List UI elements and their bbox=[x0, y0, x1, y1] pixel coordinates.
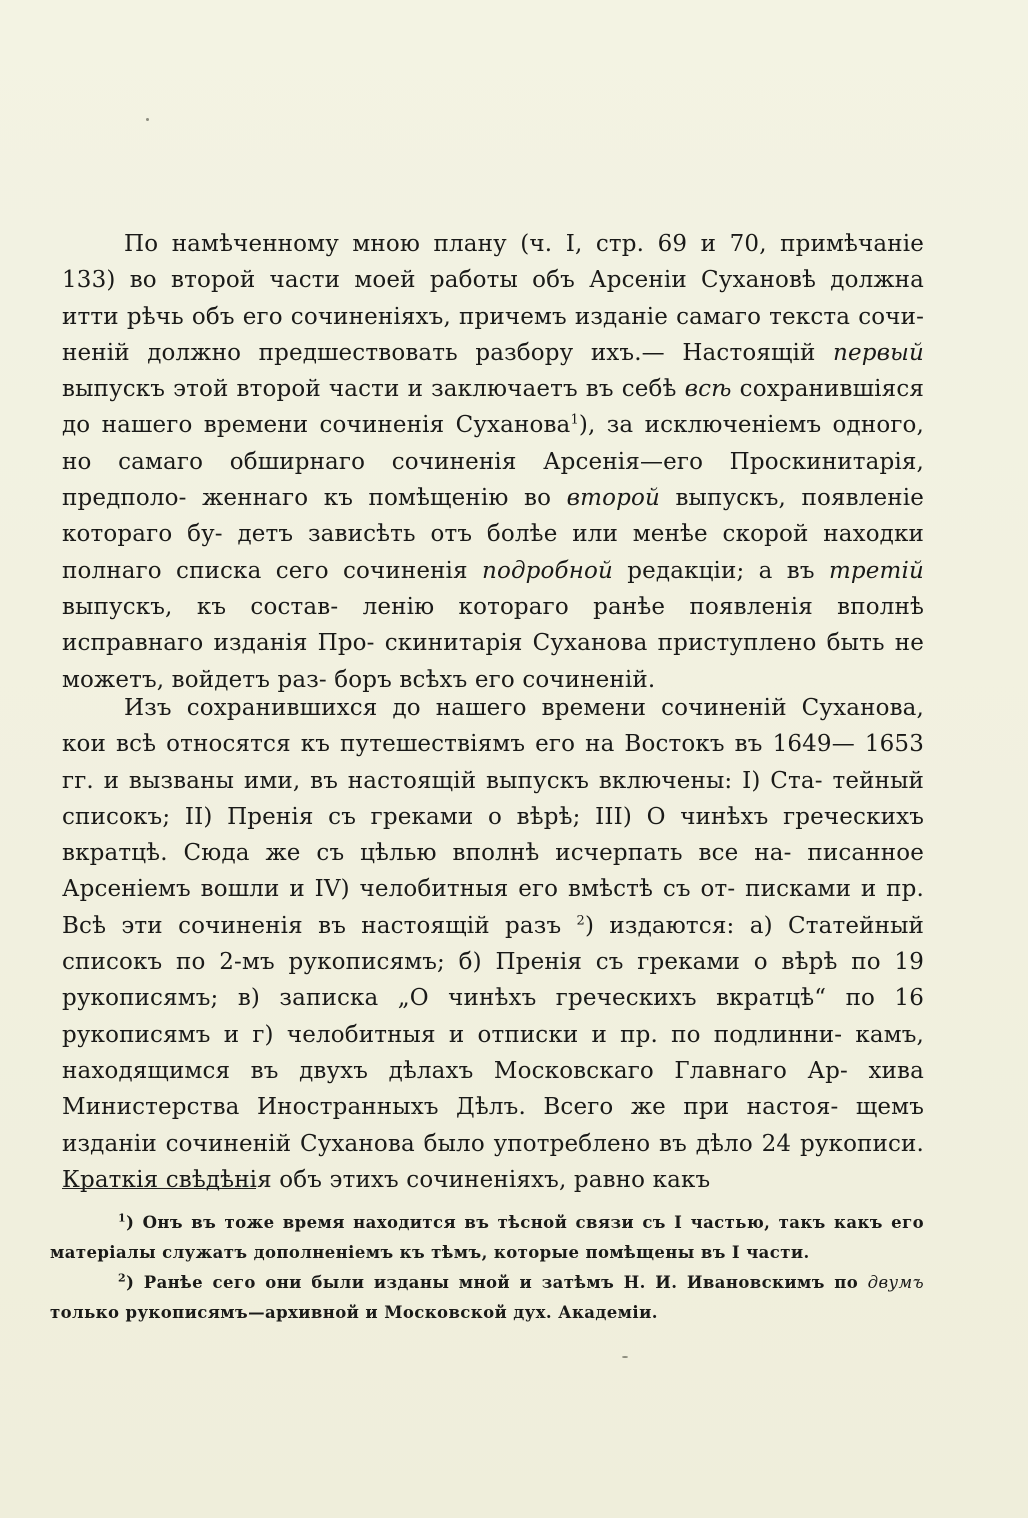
text-line: сохранившіяся bbox=[731, 376, 925, 403]
text-line: 133) во второй части моей работы объ Арсеніи Сухановѣ должна итти bbox=[62, 267, 924, 330]
text-line: писанное Арсеніемъ вошли и IV) челобитныя его вмѣстѣ съ от- bbox=[62, 840, 924, 903]
footnote-number: 1 bbox=[118, 1211, 127, 1225]
text-line: до нашего времени сочиненія Суханова bbox=[62, 412, 571, 439]
text-line: выпускъ, къ состав- bbox=[62, 593, 339, 620]
text-line: скинитарія Суханова приступлено быть не можетъ, войдетъ раз- bbox=[62, 630, 924, 693]
footnote-text: ) Онъ въ тоже время находится въ тѣсной связи съ I частью, такъ какъ bbox=[126, 1213, 883, 1232]
text-line: выпускъ, появленіе котораго бу- bbox=[62, 485, 924, 548]
footnote-1 bbox=[50, 1208, 924, 1268]
text-line: Изъ сохранившихся до нашего времени сочиненій Суханова, bbox=[124, 695, 924, 721]
text-line: камъ, находящимся въ двухъ дѣлахъ Московскаго Главнаго Ар- bbox=[62, 1021, 924, 1084]
text-line: рѣчь объ его сочиненіяхъ, причемъ изданіе самаго текста сочи- bbox=[126, 303, 924, 330]
text-line: 1653 гг. и вызваны ими, въ настоящій выпускъ включены: I) Ста- bbox=[62, 731, 924, 794]
text-line: По намѣченному мною плану (ч. I, стр. 69 и 70, примѣчаніе bbox=[124, 231, 924, 257]
text-line: ленію котораго ранѣе появленія вполнѣ исправнаго изданія Про- bbox=[62, 593, 924, 657]
text-line: кои всѣ относятся къ путешествіямъ его на Востокъ въ 1649— bbox=[62, 731, 855, 758]
paragraph-works bbox=[62, 690, 924, 1198]
footnote-number: 2 bbox=[118, 1271, 127, 1285]
text-line: греческихъ вкратцѣ. Сюда же съ цѣлью вполнѣ исчерпать все на- bbox=[62, 803, 924, 867]
italic-word: двумъ bbox=[867, 1273, 924, 1292]
text-line: вѣрѣ по 19 рукописямъ; в) записка „О чинѣхъ греческихъ вкратцѣ“ bbox=[62, 949, 924, 1012]
footnote-text: ) Ранѣе сего они были изданы мной и затѣмъ Н. И. Ивановскимъ по bbox=[126, 1273, 859, 1292]
text-line: хива Министерства Иностранныхъ Дѣлъ. Всего же при настоя- bbox=[62, 1057, 924, 1121]
footnote-text: только рукописямъ—архивной и Московской дух. Академіи. bbox=[50, 1303, 658, 1322]
text-line: женнаго къ помѣщенію во bbox=[202, 485, 567, 512]
text-line: выпускъ этой второй части и заключаетъ въ себѣ bbox=[62, 376, 685, 403]
footnote-ref-2: 2 bbox=[576, 913, 585, 929]
text-line: рукописи. Краткія свѣдѣнія объ этихъ сочиненіяхъ, равно какъ bbox=[62, 1130, 924, 1193]
text-line: неній должно предшествовать разбору ихъ.— Настоящій bbox=[62, 339, 834, 366]
text-line: самаго обширнаго сочиненія Арсенія—его Проскинитарія, предполо- bbox=[62, 448, 924, 512]
text-line: боръ всѣхъ его сочиненій. bbox=[334, 666, 656, 693]
italic-word: первый bbox=[833, 339, 924, 366]
text-line: по 16 рукописямъ и г) челобитныя и отписки и пр. по подлинни- bbox=[62, 985, 924, 1048]
paragraph-intro bbox=[62, 226, 924, 698]
italic-word: всѣ bbox=[684, 376, 732, 403]
italic-word: подробной bbox=[481, 557, 613, 584]
text-line: детъ зависѣть отъ болѣе или менѣе скорой находки полнаго списка bbox=[62, 521, 925, 584]
footnote-2 bbox=[50, 1268, 924, 1328]
text-line: писками и пр. Всѣ эти сочиненія въ настоящій разъ bbox=[62, 876, 924, 939]
ink-speck bbox=[622, 1356, 628, 1358]
text-line: щемъ изданіи сочиненій Суханова было употреблено въ дѣло 24 bbox=[62, 1094, 924, 1157]
text-line: ) издаются: bbox=[584, 912, 735, 939]
text-line: а) Статейный списокъ по 2-мъ рукописямъ; б) Пренія съ греками о bbox=[62, 912, 925, 976]
footnotes bbox=[50, 1208, 924, 1328]
text-line: редакціи; а въ bbox=[613, 557, 829, 584]
italic-word: второй bbox=[566, 485, 660, 512]
footnote-divider bbox=[62, 1188, 256, 1189]
footnote-text: его матеріалы служатъ дополненіемъ къ тѣмъ, которые помѣщены въ I части. bbox=[50, 1213, 924, 1262]
text-line: тейный списокъ; II) Пренія съ греками о вѣрѣ; III) О чинѣхъ bbox=[62, 767, 924, 830]
footnote-ref-1: 1 bbox=[570, 412, 579, 428]
italic-word: третій bbox=[828, 557, 924, 584]
text-line: ), за исключеніемъ одного, но bbox=[62, 412, 924, 475]
ink-speck bbox=[146, 118, 149, 121]
text-line: сего сочиненія bbox=[275, 557, 482, 584]
